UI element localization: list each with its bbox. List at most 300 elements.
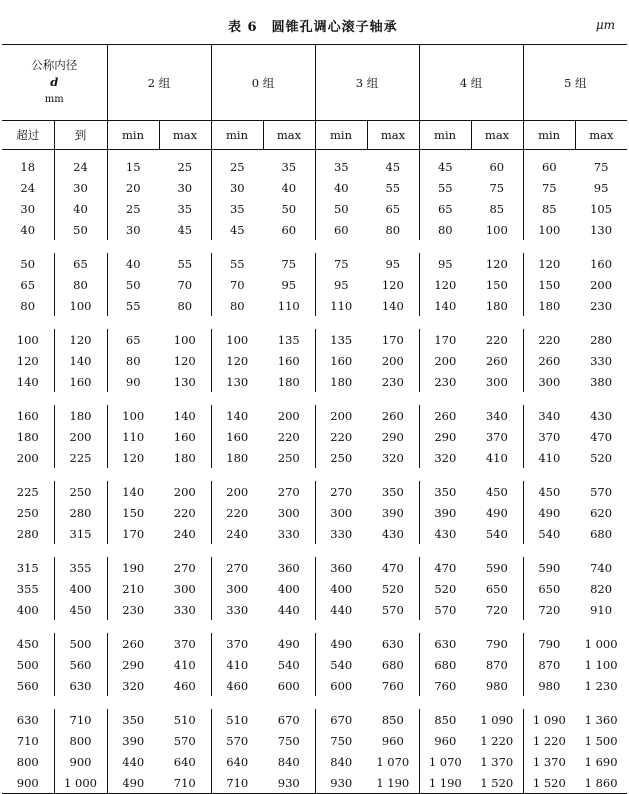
table-cell: 410 [523, 447, 575, 468]
table-cell: 140 [381, 298, 404, 313]
table-cell: 850 [381, 712, 404, 727]
group-gap [2, 392, 627, 405]
table-cell: 410 [485, 450, 508, 465]
table-cell: 400 [16, 602, 39, 617]
table-row [2, 329, 627, 350]
table-cell: 55 [177, 256, 193, 271]
table-cell: 960 [419, 730, 471, 751]
header-row-minmax [2, 121, 627, 150]
table-cell: 560 [16, 678, 39, 693]
table-cell: 120 [107, 447, 159, 468]
table-cell: 50 [20, 256, 36, 271]
table-cell: 220 [315, 426, 367, 447]
table-cell: 620 [590, 505, 613, 520]
table-cell: 24 [20, 180, 36, 195]
table-cell: 150 [107, 502, 159, 523]
table-row [2, 371, 627, 392]
table-cell: 370 [211, 633, 263, 654]
table-cell: 260 [381, 408, 404, 423]
group-header-3: 3 组 [315, 45, 419, 121]
table-cell: 315 [16, 560, 39, 575]
table-cell: 520 [381, 581, 404, 596]
table-cell: 330 [173, 602, 196, 617]
max-header: max [575, 121, 627, 150]
table-cell: 65 [107, 329, 159, 350]
header-row-groups [2, 45, 627, 121]
max-header: max [263, 121, 315, 150]
table-row [2, 253, 627, 274]
table-cell: 280 [54, 502, 107, 523]
table-cell: 410 [173, 657, 196, 672]
min-header: min [107, 121, 159, 150]
table-cell: 140 [211, 405, 263, 426]
table-cell: 80 [54, 274, 107, 295]
table-cell: 220 [277, 429, 300, 444]
table-cell: 140 [173, 408, 196, 423]
table-cell: 70 [211, 274, 263, 295]
table-cell: 180 [173, 450, 196, 465]
table-cell: 180 [16, 429, 39, 444]
table-row [2, 502, 627, 523]
max-header: max [159, 121, 211, 150]
table-cell: 120 [173, 353, 196, 368]
table-cell: 95 [281, 277, 297, 292]
table-cell: 380 [590, 374, 613, 389]
table-row [2, 633, 627, 654]
table-cell: 35 [177, 201, 193, 216]
table-cell: 300 [277, 505, 300, 520]
table-cell: 130 [590, 222, 613, 237]
table-row [2, 675, 627, 696]
table-cell: 80 [385, 222, 401, 237]
table-cell: 45 [177, 222, 193, 237]
table-cell: 55 [107, 295, 159, 316]
table-cell: 340 [485, 408, 508, 423]
table-cell: 840 [315, 751, 367, 772]
table-cell: 120 [381, 277, 404, 292]
table-cell: 360 [315, 557, 367, 578]
table-cell: 670 [277, 712, 300, 727]
table-cell: 750 [277, 733, 300, 748]
table-cell: 750 [315, 730, 367, 751]
table-cell: 470 [419, 557, 471, 578]
table-cell: 85 [489, 201, 505, 216]
table-cell: 1 220 [480, 733, 514, 748]
table-row [2, 274, 627, 295]
table-cell: 1 090 [480, 712, 514, 727]
table-cell: 820 [590, 581, 613, 596]
table-cell: 800 [54, 730, 107, 751]
table-cell: 760 [381, 678, 404, 693]
table-cell: 570 [211, 730, 263, 751]
table-cell: 460 [173, 678, 196, 693]
table-cell: 60 [489, 159, 505, 174]
table-cell: 160 [277, 353, 300, 368]
table-cell: 980 [523, 675, 575, 696]
table-cell: 25 [211, 150, 263, 178]
table-cell: 50 [107, 274, 159, 295]
table-cell: 315 [54, 523, 107, 544]
table-row [2, 177, 627, 198]
table-cell: 960 [381, 733, 404, 748]
table-cell: 30 [177, 180, 193, 195]
table-cell: 260 [419, 405, 471, 426]
table-cell: 230 [107, 599, 159, 620]
table-cell: 110 [107, 426, 159, 447]
table-cell: 40 [281, 180, 297, 195]
table-cell: 55 [419, 177, 471, 198]
table-cell: 650 [485, 581, 508, 596]
table-cell: 250 [277, 450, 300, 465]
table-cell: 640 [173, 754, 196, 769]
table-cell: 50 [281, 201, 297, 216]
table-cell: 600 [277, 678, 300, 693]
table-cell: 220 [173, 505, 196, 520]
table-cell: 1 090 [523, 709, 575, 730]
group-gap [2, 316, 627, 329]
nominal-bore-unit: mm [44, 94, 64, 105]
table-cell: 290 [419, 426, 471, 447]
table-cell: 45 [419, 150, 471, 178]
table-cell: 320 [381, 450, 404, 465]
table-cell: 1 500 [584, 733, 618, 748]
table-cell: 25 [107, 198, 159, 219]
to-header: 到 [54, 121, 107, 150]
table-cell: 150 [523, 274, 575, 295]
table-cell: 280 [16, 526, 39, 541]
table-cell: 140 [419, 295, 471, 316]
table-cell: 400 [54, 578, 107, 599]
table-cell: 250 [16, 505, 39, 520]
table-row [2, 730, 627, 751]
table-cell: 140 [16, 374, 39, 389]
table-cell: 1 100 [584, 657, 618, 672]
table-cell: 100 [211, 329, 263, 350]
table-title: 表 6 圆锥孔调心滚子轴承 [228, 20, 398, 35]
min-header: min [211, 121, 263, 150]
table-row [2, 481, 627, 502]
table-cell: 120 [54, 329, 107, 350]
table-cell: 410 [211, 654, 263, 675]
table-cell: 680 [590, 526, 613, 541]
table-cell: 85 [523, 198, 575, 219]
table-cell: 70 [177, 277, 193, 292]
table-cell: 390 [107, 730, 159, 751]
table-cell: 520 [590, 450, 613, 465]
table-cell: 65 [20, 277, 36, 292]
table-cell: 740 [590, 560, 613, 575]
table-cell: 430 [419, 523, 471, 544]
group-gap [2, 696, 627, 709]
table-cell: 350 [107, 709, 159, 730]
table-cell: 490 [277, 636, 300, 651]
table-cell: 930 [263, 772, 315, 794]
table-cell: 1 860 [575, 772, 627, 794]
table-cell: 140 [107, 481, 159, 502]
table-cell: 95 [385, 256, 401, 271]
table-cell: 470 [381, 560, 404, 575]
table-cell: 1 190 [367, 772, 419, 794]
table-cell: 1 520 [471, 772, 523, 794]
table-cell: 1 000 [54, 772, 107, 794]
gap-cell [2, 468, 627, 481]
table-cell: 45 [211, 219, 263, 240]
gap-cell [2, 392, 627, 405]
gap-cell [2, 696, 627, 709]
table-cell: 1 690 [584, 754, 618, 769]
table-row [2, 654, 627, 675]
table-cell: 35 [281, 159, 297, 174]
table-cell: 65 [54, 253, 107, 274]
table-cell: 75 [281, 256, 297, 271]
table-cell: 20 [107, 177, 159, 198]
table-cell: 40 [54, 198, 107, 219]
table-cell: 160 [16, 408, 39, 423]
table-cell: 225 [16, 484, 39, 499]
table-row [2, 295, 627, 316]
table-cell: 720 [485, 602, 508, 617]
table-cell: 570 [381, 602, 404, 617]
table-cell: 360 [277, 560, 300, 575]
table-cell: 180 [54, 405, 107, 426]
table-cell: 120 [419, 274, 471, 295]
table-row [2, 751, 627, 772]
table-cell: 790 [523, 633, 575, 654]
gap-cell [2, 544, 627, 557]
table-cell: 230 [590, 298, 613, 313]
table-cell: 110 [277, 298, 300, 313]
table-cell: 850 [419, 709, 471, 730]
table-cell: 30 [107, 219, 159, 240]
table-cell: 35 [211, 198, 263, 219]
table-cell: 650 [523, 578, 575, 599]
table-cell: 270 [173, 560, 196, 575]
table-cell: 790 [485, 636, 508, 651]
group-header-5: 5 组 [523, 45, 627, 121]
table-cell: 350 [419, 481, 471, 502]
table-cell: 930 [315, 772, 367, 794]
table-cell: 450 [54, 599, 107, 620]
table-cell: 330 [590, 353, 613, 368]
table-cell: 630 [16, 712, 39, 727]
table-cell: 300 [173, 581, 196, 596]
table-cell: 100 [107, 405, 159, 426]
table-cell: 170 [419, 329, 471, 350]
table-cell: 35 [315, 150, 367, 178]
table-cell: 1 370 [480, 754, 514, 769]
table-row [2, 405, 627, 426]
table-cell: 250 [315, 447, 367, 468]
table-caption [0, 0, 629, 40]
table-cell: 200 [277, 408, 300, 423]
gap-cell [2, 316, 627, 329]
table-cell: 150 [485, 277, 508, 292]
table-cell: 1 190 [419, 772, 471, 794]
table-cell: 160 [590, 256, 613, 271]
table-row [2, 150, 627, 178]
table-cell: 450 [523, 481, 575, 502]
table-cell: 120 [211, 350, 263, 371]
table-cell: 170 [107, 523, 159, 544]
table-cell: 15 [107, 150, 159, 178]
table-cell: 110 [315, 295, 367, 316]
table-cell: 260 [107, 633, 159, 654]
table-cell: 95 [315, 274, 367, 295]
group-header-0: 0 组 [211, 45, 315, 121]
table-cell: 800 [16, 754, 39, 769]
table-cell: 355 [16, 581, 39, 596]
table-cell: 260 [485, 353, 508, 368]
table-row [2, 350, 627, 371]
gap-cell [2, 240, 627, 253]
table-cell: 30 [211, 177, 263, 198]
table-cell: 300 [523, 371, 575, 392]
table-cell: 400 [277, 581, 300, 596]
table-row [2, 709, 627, 730]
table-cell: 590 [485, 560, 508, 575]
table-cell: 50 [54, 219, 107, 240]
table-cell: 200 [315, 405, 367, 426]
group-gap [2, 240, 627, 253]
table-cell: 630 [54, 675, 107, 696]
group-gap [2, 544, 627, 557]
table-cell: 90 [107, 371, 159, 392]
table-cell: 220 [485, 332, 508, 347]
table-cell: 45 [385, 159, 401, 174]
table-cell: 100 [523, 219, 575, 240]
table-cell: 180 [485, 298, 508, 313]
table-cell: 270 [211, 557, 263, 578]
table-cell: 210 [107, 578, 159, 599]
table-cell: 320 [107, 675, 159, 696]
table-cell: 80 [177, 298, 193, 313]
table-cell: 1 070 [376, 754, 410, 769]
min-header: min [523, 121, 575, 150]
table-cell: 135 [277, 332, 300, 347]
table-row [2, 426, 627, 447]
min-header: min [315, 121, 367, 150]
table-cell: 200 [16, 450, 39, 465]
table-cell: 300 [211, 578, 263, 599]
table-cell: 440 [315, 599, 367, 620]
table-cell: 560 [54, 654, 107, 675]
table-cell: 95 [419, 253, 471, 274]
table-cell: 190 [107, 557, 159, 578]
table-cell: 40 [315, 177, 367, 198]
table-cell: 270 [315, 481, 367, 502]
table-cell: 230 [381, 374, 404, 389]
table-cell: 100 [54, 295, 107, 316]
table-cell: 180 [315, 371, 367, 392]
table-cell: 160 [54, 371, 107, 392]
table-cell: 65 [419, 198, 471, 219]
min-header: min [419, 121, 471, 150]
table-cell: 1 070 [419, 751, 471, 772]
table-cell: 60 [281, 222, 297, 237]
table-cell: 680 [419, 654, 471, 675]
table-cell: 240 [211, 523, 263, 544]
table-cell: 105 [590, 201, 613, 216]
group-gap [2, 468, 627, 481]
table-cell: 160 [211, 426, 263, 447]
table-cell: 120 [16, 353, 39, 368]
over-header: 超过 [2, 121, 54, 150]
table-cell: 1 520 [523, 772, 575, 794]
table-cell: 40 [107, 253, 159, 274]
table-cell: 500 [54, 633, 107, 654]
table-cell: 1 360 [584, 712, 618, 727]
table-cell: 440 [277, 602, 300, 617]
table-cell: 590 [523, 557, 575, 578]
table-cell: 680 [381, 657, 404, 672]
table-cell: 330 [315, 523, 367, 544]
gap-cell [2, 620, 627, 633]
table-cell: 80 [20, 298, 36, 313]
table-cell: 75 [523, 177, 575, 198]
table-cell: 200 [173, 484, 196, 499]
group-header-4: 4 组 [419, 45, 523, 121]
table-cell: 200 [590, 277, 613, 292]
table-cell: 240 [173, 526, 196, 541]
table-cell: 24 [54, 150, 107, 178]
table-cell: 65 [385, 201, 401, 216]
table-cell: 710 [16, 733, 39, 748]
group-header-2: 2 组 [107, 45, 211, 121]
table-cell: 640 [211, 751, 263, 772]
table-cell: 300 [485, 374, 508, 389]
table-cell: 250 [54, 481, 107, 502]
table-cell: 430 [590, 408, 613, 423]
table-cell: 1 000 [584, 636, 618, 651]
table-cell: 710 [211, 772, 263, 794]
unit-label: μm [595, 18, 615, 32]
table-cell: 80 [211, 295, 263, 316]
table-cell: 320 [419, 447, 471, 468]
table-cell: 220 [523, 329, 575, 350]
table-cell: 900 [2, 772, 54, 794]
table-cell: 330 [277, 526, 300, 541]
table-cell: 180 [277, 374, 300, 389]
table-cell: 160 [315, 350, 367, 371]
table-cell: 450 [16, 636, 39, 651]
table-cell: 355 [54, 557, 107, 578]
table-cell: 200 [419, 350, 471, 371]
table-cell: 300 [315, 502, 367, 523]
nominal-bore-label: 公称内径 [31, 58, 78, 72]
table-cell: 430 [381, 526, 404, 541]
table-cell: 510 [173, 712, 196, 727]
table-cell: 1 220 [523, 730, 575, 751]
table-row [2, 557, 627, 578]
table-cell: 910 [590, 602, 613, 617]
table-cell: 600 [315, 675, 367, 696]
table-cell: 230 [419, 371, 471, 392]
nominal-bore-header [2, 45, 107, 121]
table-cell: 980 [485, 678, 508, 693]
table-cell: 490 [315, 633, 367, 654]
table-cell: 490 [523, 502, 575, 523]
table-row [2, 523, 627, 544]
table-cell: 390 [419, 502, 471, 523]
table-cell: 870 [485, 657, 508, 672]
table-cell: 225 [54, 447, 107, 468]
table-cell: 95 [593, 180, 609, 195]
table-cell: 25 [177, 159, 193, 174]
table-cell: 100 [16, 332, 39, 347]
table-cell: 670 [315, 709, 367, 730]
max-header: max [367, 121, 419, 150]
table-cell: 160 [173, 429, 196, 444]
